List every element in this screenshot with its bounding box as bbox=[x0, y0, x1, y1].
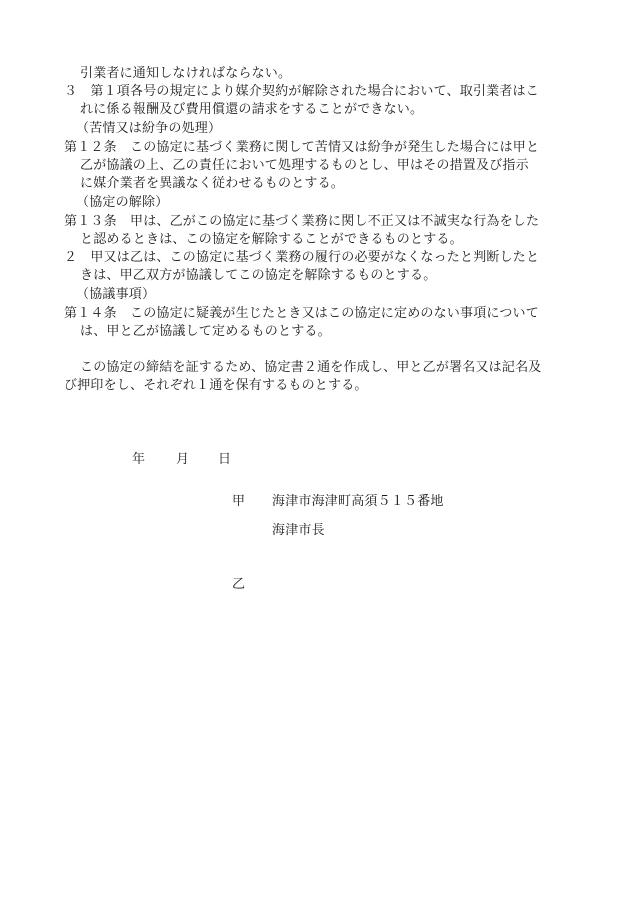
clause-13-item-2-line-1: ２ 甲又は乙は、この協定に基づく業務の履行の必要がなくなったと判断したと bbox=[64, 250, 540, 265]
clause-13-item-2-line-2: きは、甲乙双方が協議してこの協定を解除するものとする。 bbox=[80, 268, 437, 283]
clause-14-line-2: は、甲と乙が協議して定めるものとする。 bbox=[80, 324, 331, 339]
date-year: 年 bbox=[132, 452, 146, 467]
clause-12-line-3: に媒介業者を異議なく従わせるものとする。 bbox=[80, 176, 345, 191]
clause-13-line-2: と認めるときは、この協定を解除することができるものとする。 bbox=[80, 232, 463, 247]
date-month: 月 bbox=[176, 452, 190, 467]
party-a-address: 海津市海津町高須５１５番地 bbox=[272, 494, 444, 509]
clause-14-line-1: 第１４条 この協定に疑義が生じたとき又はこの協定に定めのない事項について bbox=[64, 306, 539, 321]
clause-12-line-2: 乙が協議の上、乙の責任において処理するものとし、甲はその措置及び指示 bbox=[80, 158, 529, 173]
closing-statement-line-1: この協定の締結を証するため、協定書２通を作成し、甲と乙が署名又は記名及 bbox=[80, 360, 542, 375]
closing-statement-line-2: び押印をし、それぞれ１通を保有するものとする。 bbox=[64, 378, 368, 393]
clause-11-item-3-line-1: ３ 第１項各号の規定により媒介契約が解除された場合において、取引業者はこ bbox=[64, 84, 539, 99]
heading-consultation: （協議事項） bbox=[76, 287, 156, 302]
party-b-label: 乙 bbox=[232, 577, 246, 592]
clause-12-line-1: 第１２条 この協定に基づく業務に関して苦情又は紛争が発生した場合には甲と bbox=[64, 140, 540, 155]
party-a-title: 海津市長 bbox=[272, 523, 325, 538]
clause-13-line-1: 第１３条 甲は、乙がこの協定に基づく業務に関し不正又は不誠実な行為をした bbox=[64, 214, 540, 229]
clause-11-line-end: 引業者に通知しなければならない。 bbox=[80, 66, 292, 81]
heading-termination: （協定の解除） bbox=[76, 195, 169, 210]
clause-11-item-3-line-2: れに係る報酬及び費用償還の請求をすることができない。 bbox=[80, 102, 424, 117]
date-day: 日 bbox=[218, 452, 232, 467]
heading-complaints: （苦情又は紛争の処理） bbox=[76, 121, 222, 136]
party-a-label: 甲 bbox=[232, 494, 246, 509]
